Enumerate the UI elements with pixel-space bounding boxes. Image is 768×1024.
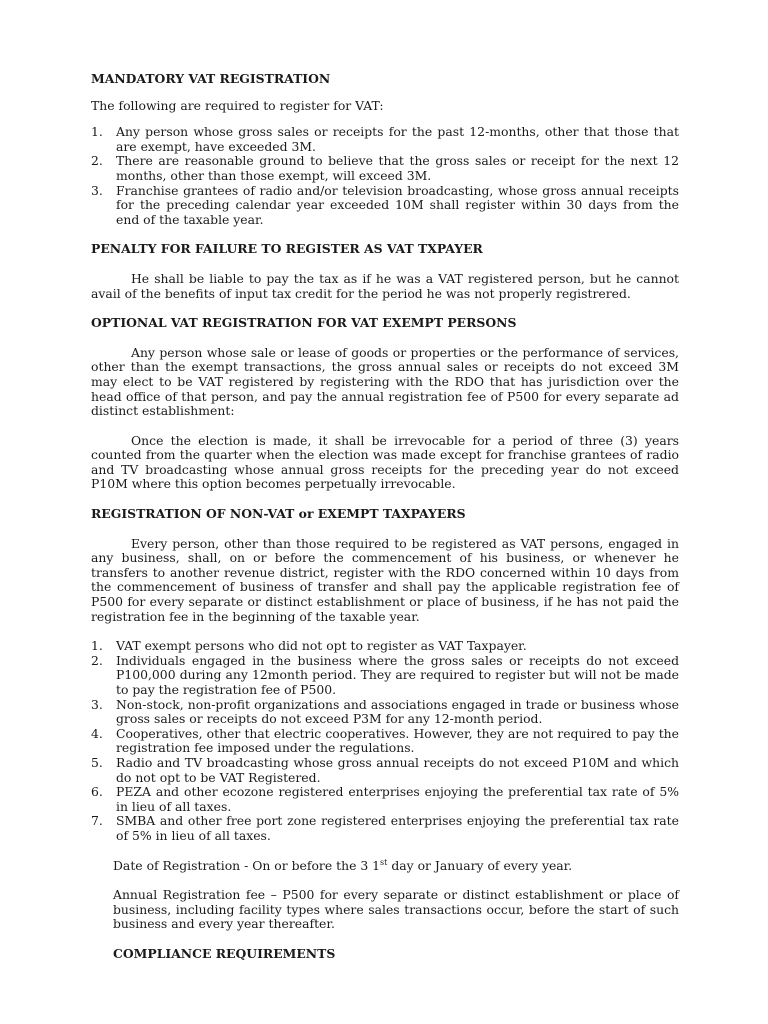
optional-paragraph-1: Any person whose sale or lease of goods or properties or the performance of services, other than the exempt transactions, the gross annual sales or receipts do not exceed 3M may elect to be VAT registered by registering with the RDO that has jurisdiction over the head office of that person, and pay the annual registration fee of P500 for every separate ad distinct establishment:	[91, 344, 679, 419]
date-of-registration: Date of Registration - On or before the 3 1st day or January of every year.	[113, 857, 573, 873]
section-heading-nonvat: REGISTRATION OF NON-VAT or EXEMPT TAXPAYERS	[91, 506, 466, 522]
mandatory-intro: The following are required to register for VAT:	[91, 97, 384, 113]
list-item: 2. There are reasonable ground to believe that the gross sales or receipt for the next 12 months, other than those exempt, will exceed 3M.	[91, 153, 679, 183]
mandatory-list	[91, 125, 679, 227]
annual-registration-fee: Annual Registration fee – P500 for every separate or distinct establishment or place of business, including facility types where sales transactions occur, before the start of such business and every year thereafter.	[113, 887, 679, 932]
section-heading-penalty: PENALTY FOR FAILURE TO REGISTER AS VAT TXPAYER	[91, 241, 483, 257]
document-page	[91, 72, 679, 962]
list-item: 3. Non-stock, non-profit organizations and associations engaged in trade or business whose gross sales or receipts do not exceed P3M for any 12-month period.	[91, 696, 679, 727]
list-item: 1. Any person whose gross sales or receipts for the past 12-months, other that those that are exempt, have exceeded 3M.	[91, 124, 679, 154]
list-item: 7. SMBA and other free port zone registered enterprises enjoying the preferential tax rate of 5% in lieu of all taxes.	[91, 813, 679, 843]
list-item: 6. PEZA and other ecozone registered enterprises enjoying the preferential tax rate of 5% in lieu of all taxes.	[91, 784, 679, 814]
list-item: 5. Radio and TV broadcasting whose gross annual receipts do not exceed P10M and which do not opt to be VAT Registered.	[91, 754, 679, 785]
optional-paragraph-2: Once the election is made, it shall be irrevocable for a period of three (3) years counted from the quarter when the election was made except for franchise grantees of radio and TV broadcasting whose annual gross receipts for the preceding year do not exceed P10M where this option becomes perpetually irrevocable.	[91, 432, 679, 492]
list-item: 3. Franchise grantees of radio and/or television broadcasting, whose gross annual receipts for the preceding calendar year exceeded 10M shall register within 30 days from the end of the taxable year.	[91, 182, 679, 227]
list-item: 2. Individuals engaged in the business where the gross sales or receipts do not exceed P100,000 during any 12month period. They are required to register but will not be made to pay the registration fee of P500.	[91, 652, 679, 697]
list-item: 4. Cooperatives, other that electric cooperatives. However, they are not required to pay the registration fee imposed under the regulations.	[91, 725, 679, 756]
section-heading-optional: OPTIONAL VAT REGISTRATION FOR VAT EXEMPT PERSONS	[91, 315, 517, 331]
nonvat-list	[91, 639, 679, 843]
list-item: 1. VAT exempt persons who did not opt to register as VAT Taxpayer.	[91, 638, 527, 654]
penalty-paragraph: He shall be liable to pay the tax as if he was a VAT registered person, but he cannot avail of the benefits of input tax credit for the period he was not properly registrered.	[91, 270, 679, 301]
section-heading-compliance: COMPLIANCE REQUIREMENTS	[113, 945, 336, 961]
section-heading-mandatory: MANDATORY VAT REGISTRATION	[91, 71, 331, 86]
nonvat-paragraph: Every person, other than those required to be registered as VAT persons, engaged in any business, shall, on or before the commencement of his business, or whenever he transfers to another revenue district, register with the RDO concerned within 10 days from the commencement of business of transfer and shall pay the applicable registration fee of P500 for every separate or distinct establishment or place of business, if he has not paid the registration fee in the beginning of the taxable year.	[91, 535, 679, 624]
